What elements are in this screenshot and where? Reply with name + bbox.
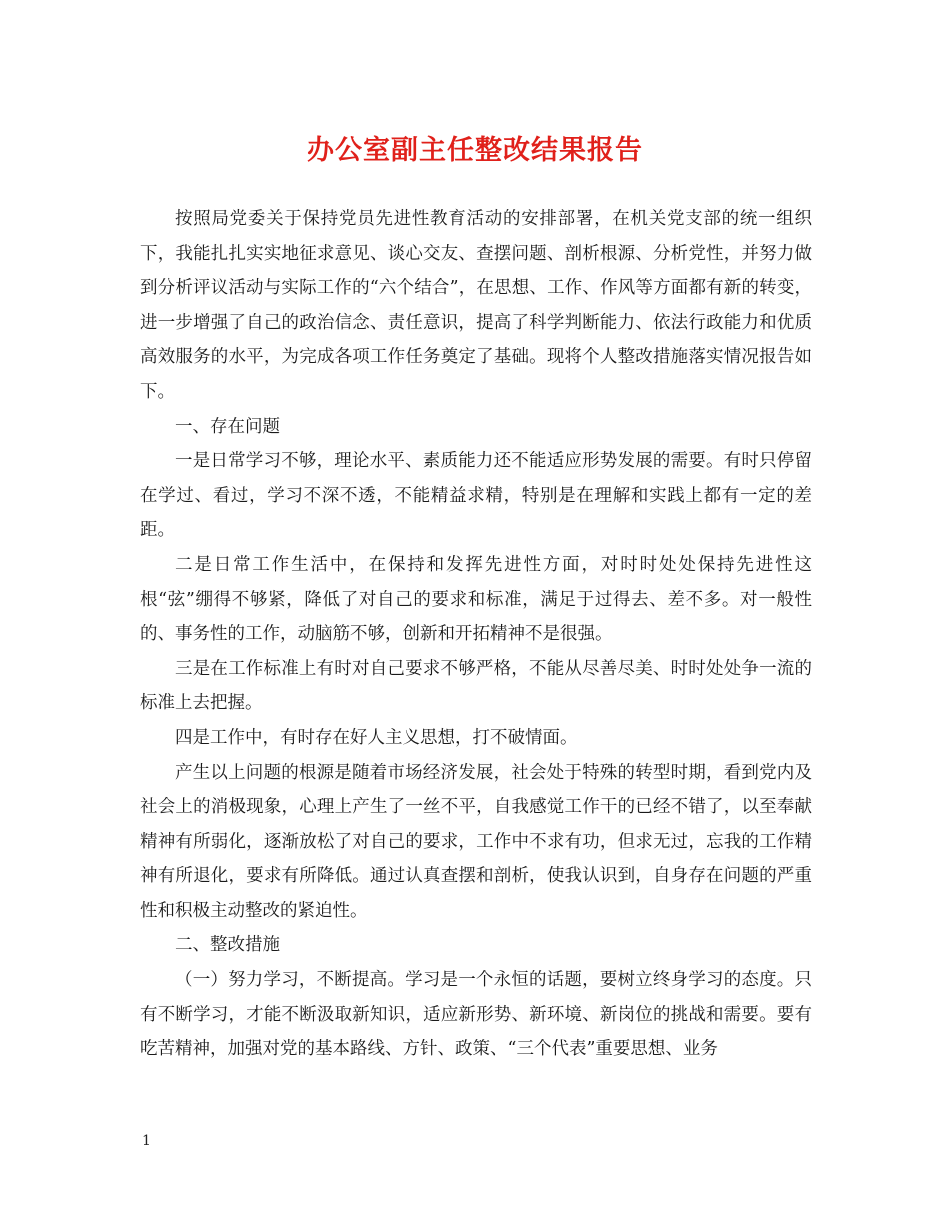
paragraph-root-cause: 产生以上问题的根源是随着市场经济发展，社会处于特殊的转型时期，看到党内及社会上的消极现象，心理上产生了一丝不平，自我感觉工作干的已经不错了，以至奉献精神有所弱化，逐渐放松了对自己的要求，工作中不求有功，但求无过，忘我的工作精神有所退化，要求有所降低。通过认真查摆和剖析，使我认识到，自身存在问题的严重性和积极主动整改的紧迫性。	[140, 762, 812, 921]
section-heading-measures: 二、整改措施	[175, 935, 280, 956]
section-heading-problems: 一、存在问题	[175, 416, 280, 437]
page-number: 1	[142, 1133, 151, 1149]
paragraph-problem-4: 四是工作中，有时存在好人主义思想，打不破情面。	[175, 727, 578, 748]
document-body	[140, 202, 812, 1067]
document-title: 办公室副主任整改结果报告	[307, 135, 643, 166]
paragraph-problem-1: 一是日常学习不够，理论水平、素质能力还不能适应形势发展的需要。有时只停留在学过、看过，学习不深不透，不能精益求精，特别是在理解和实践上都有一定的差距。	[140, 451, 812, 541]
paragraph-measure-1: （一）努力学习，不断提高。学习是一个永恒的话题，要树立终身学习的态度。只有不断学习，才能不断汲取新知识，适应新形势、新环境、新岗位的挑战和需要。要有吃苦精神，加强对党的基本路线、方针、政策、“三个代表”重要思想、业务	[140, 970, 812, 1060]
paragraph-problem-2: 二是日常工作生活中，在保持和发挥先进性方面，对时时处处保持先进性这根“弦”绷得不够紧，降低了对自己的要求和标准，满足于过得去、差不多。对一般性的、事务性的工作，动脑筋不够，创新和开拓精神不是很强。	[140, 554, 812, 645]
paragraph-intro: 按照局党委关于保持党员先进性教育活动的安排部署，在机关党支部的统一组织下，我能扎扎实实地征求意见、谈心交友、查摆问题、剖析根源、分析党性，并努力做到分析评议活动与实际工作的“六个结合”，在思想、工作、作风等方面都有新的转变，进一步增强了自己的政治信念、责任意识，提高了科学判断能力、依法行政能力和优质高效服务的水平，为完成各项工作任务奠定了基础。现将个人整改措施落实情况报告如下。	[140, 209, 812, 402]
paragraph-problem-3: 三是在工作标准上有时对自己要求不够严格，不能从尽善尽美、时时处处争一流的标准上去把握。	[140, 658, 812, 714]
